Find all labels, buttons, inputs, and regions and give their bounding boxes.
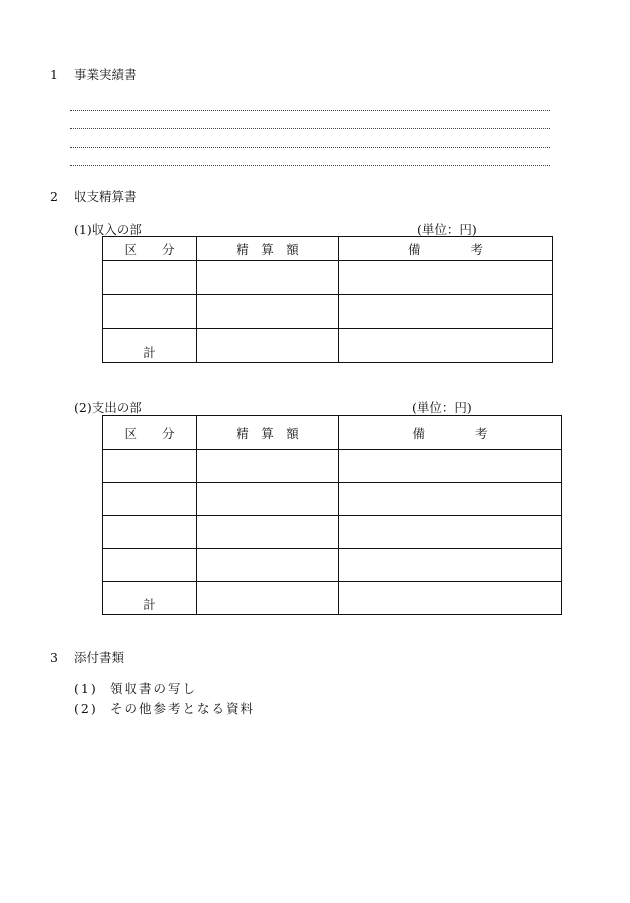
income-unit: (単位：円) <box>417 222 477 237</box>
section-number: 2 <box>50 189 58 204</box>
table-row <box>103 516 562 549</box>
dotted-entry-line[interactable] <box>70 110 550 111</box>
expense-heading: (2)支出の部 <box>74 400 142 415</box>
section-title: 添付書類 <box>74 650 125 665</box>
dotted-entry-line[interactable] <box>70 128 550 129</box>
header-amount: 精 算 額 <box>197 237 339 261</box>
cell-amount[interactable] <box>197 261 339 295</box>
cell-remarks[interactable] <box>339 582 562 615</box>
cell-amount[interactable] <box>197 329 339 363</box>
attachment-number: (1) <box>74 681 98 696</box>
section-1-heading <box>50 65 137 83</box>
table-row <box>103 549 562 582</box>
cell-amount[interactable] <box>197 549 339 582</box>
table-row <box>103 450 562 483</box>
total-row <box>103 329 553 363</box>
total-label: 計 <box>103 582 197 615</box>
cell-remarks[interactable] <box>339 329 553 363</box>
table-row <box>103 261 553 295</box>
table-header-row <box>103 416 562 450</box>
cell-amount[interactable] <box>197 450 339 483</box>
list-item <box>74 679 197 697</box>
header-amount: 精 算 額 <box>197 416 339 450</box>
cell-amount[interactable] <box>197 516 339 549</box>
total-row <box>103 582 562 615</box>
cell-amount[interactable] <box>197 483 339 516</box>
section-number: 1 <box>50 67 58 82</box>
cell-category[interactable] <box>103 261 197 295</box>
header-category: 区 分 <box>103 237 197 261</box>
section-title: 収支精算書 <box>74 189 137 204</box>
table-header-row <box>103 237 553 261</box>
cell-category[interactable] <box>103 295 197 329</box>
section-title: 事業実績書 <box>74 67 137 82</box>
section-2-heading <box>50 187 137 205</box>
dotted-entry-line[interactable] <box>70 165 550 166</box>
cell-category[interactable] <box>103 549 197 582</box>
cell-category[interactable] <box>103 516 197 549</box>
list-item <box>74 699 255 717</box>
cell-remarks[interactable] <box>339 450 562 483</box>
income-table <box>102 236 553 363</box>
total-label: 計 <box>103 329 197 363</box>
cell-remarks[interactable] <box>339 483 562 516</box>
table-row <box>103 483 562 516</box>
section-3-heading <box>50 648 124 666</box>
section-number: 3 <box>50 650 58 665</box>
expense-table <box>102 415 562 615</box>
cell-category[interactable] <box>103 483 197 516</box>
table-row <box>103 295 553 329</box>
expense-unit: (単位：円) <box>412 400 472 415</box>
cell-amount[interactable] <box>197 582 339 615</box>
cell-remarks[interactable] <box>339 261 553 295</box>
cell-category[interactable] <box>103 450 197 483</box>
attachment-text: その他参考となる資料 <box>110 701 256 716</box>
cell-remarks[interactable] <box>339 549 562 582</box>
income-heading: (1)収入の部 <box>74 222 142 237</box>
dotted-entry-line[interactable] <box>70 147 550 148</box>
attachment-number: (2) <box>74 701 98 716</box>
header-category: 区 分 <box>103 416 197 450</box>
cell-remarks[interactable] <box>339 295 553 329</box>
cell-remarks[interactable] <box>339 516 562 549</box>
header-remarks: 備 考 <box>339 237 553 261</box>
header-remarks: 備 考 <box>339 416 562 450</box>
attachment-text: 領収書の写し <box>110 681 198 696</box>
cell-amount[interactable] <box>197 295 339 329</box>
